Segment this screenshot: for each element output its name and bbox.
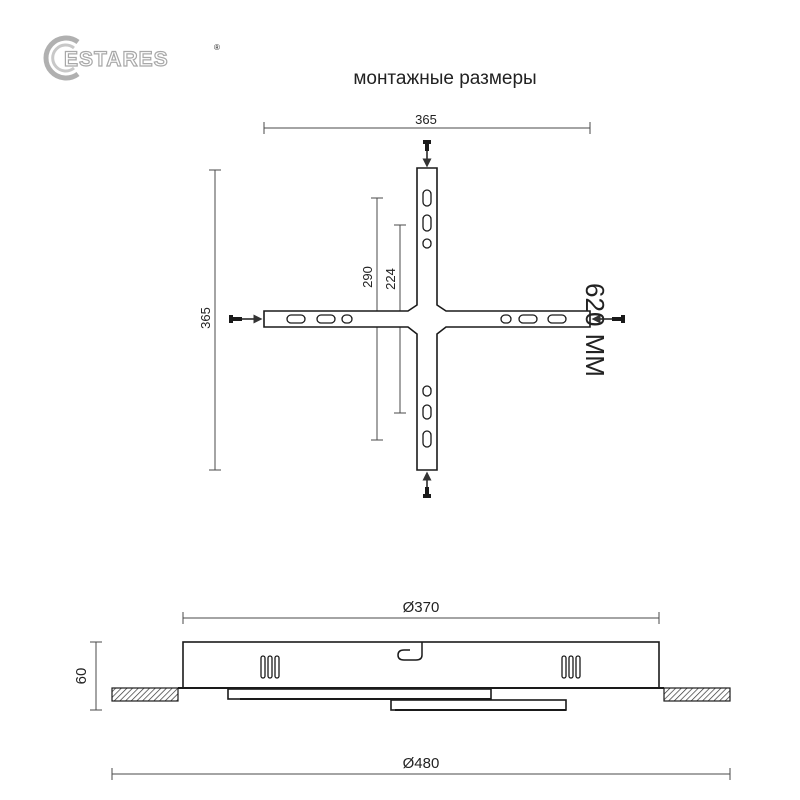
mounting-slot <box>342 315 352 323</box>
slot-span-inner-label: 224 <box>383 268 398 290</box>
drawing-title: монтажные размеры <box>353 68 537 89</box>
lamp-side-view <box>73 599 730 780</box>
plate-height-dimension <box>198 170 221 470</box>
mounting-slot <box>423 386 431 396</box>
mounting-slot <box>423 431 431 447</box>
diameter-370-dimension <box>183 599 659 624</box>
mounting-slot <box>287 315 305 323</box>
diameter-370-label: Ø370 <box>402 599 440 616</box>
screw-icon <box>229 315 258 323</box>
mounting-slot <box>519 315 537 323</box>
diffuser-layer-1 <box>228 689 491 699</box>
mounting-slot <box>423 190 431 206</box>
mounting-slot <box>501 315 511 323</box>
mounting-slot <box>423 215 431 231</box>
diffuser-layer-2 <box>391 700 566 710</box>
mounting-slot <box>423 239 431 248</box>
plate-width-label: 365 <box>415 112 437 127</box>
height-60-dimension <box>73 642 102 710</box>
ceiling-hatch-left <box>112 688 178 701</box>
diameter-480-dimension <box>112 755 730 780</box>
screw-icon <box>423 476 431 498</box>
mounting-cross-plate <box>264 168 590 470</box>
ceiling-hatch-right <box>664 688 730 701</box>
slot-span-outer-label: 290 <box>360 266 375 288</box>
plate-width-dimension <box>264 112 590 134</box>
height-60-label: 60 <box>73 667 90 685</box>
brand-name: ESTARES <box>64 48 169 71</box>
plate-height-label: 365 <box>198 307 213 329</box>
vent-right <box>562 656 580 678</box>
side-note-620mm: 620 MM <box>580 283 610 377</box>
diameter-480-label: Ø480 <box>402 755 440 772</box>
mounting-slot <box>423 405 431 419</box>
mounting-plate-top-view <box>198 112 625 498</box>
screw-icon <box>423 140 431 163</box>
lamp-body <box>183 642 659 688</box>
vent-left <box>261 656 279 678</box>
brand-registered-mark: ® <box>214 43 220 52</box>
brand-logo <box>46 38 220 78</box>
mounting-slot <box>317 315 335 323</box>
mounting-slot <box>548 315 566 323</box>
